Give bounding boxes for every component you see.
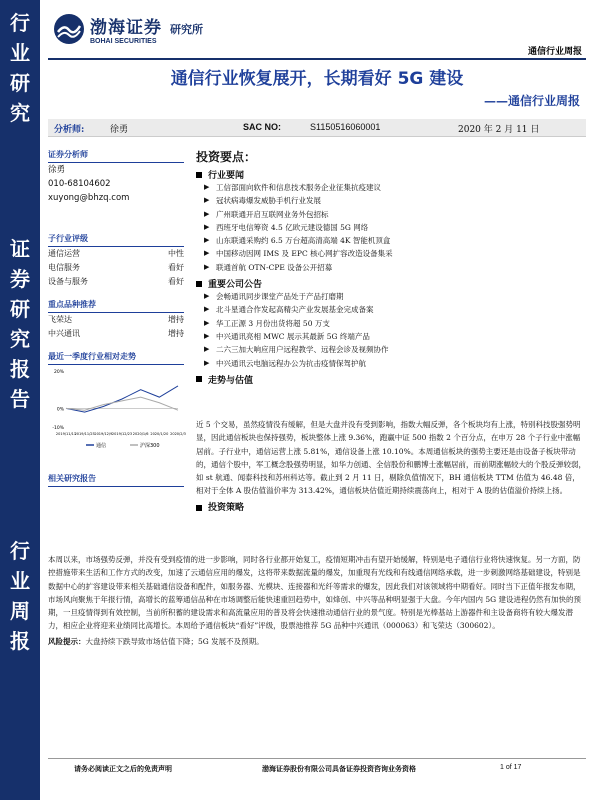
legend-label: 通信 xyxy=(96,443,107,449)
strategy-paragraph xyxy=(48,553,586,648)
band-char: 券 xyxy=(10,267,30,291)
triangle-bullet-icon: ▶ xyxy=(204,183,210,191)
news-item xyxy=(196,330,586,343)
rating-value: 中性 xyxy=(168,249,184,258)
news-item xyxy=(196,261,586,274)
news-text: 冠状病毒爆发威胁手机行业发展 xyxy=(216,196,321,206)
analyst-name: 徐勇 xyxy=(48,165,66,175)
trend-paragraph xyxy=(196,418,586,515)
triangle-bullet-icon: ▶ xyxy=(204,358,210,367)
industry-news-label: 行业要闻 xyxy=(208,171,245,181)
stock-rating: 增持 xyxy=(168,329,184,338)
chart-heading: 最近一季度行业相对走势 xyxy=(48,351,184,365)
x-tick-label: 2019/11/11 xyxy=(55,432,77,436)
header-divider xyxy=(48,58,586,60)
triangle-bullet-icon: ▶ xyxy=(204,196,210,205)
news-text: 中国移动因网 IMS 及 EPC 核心网扩容改造设备集采 xyxy=(216,249,393,259)
trend-text: 近 5 个交易，虽然疫情没有缓解，但是大盘并没有受到影响，指数大幅反弹，各个板块均有上涨，特别科技股强势明显，因此通信板块也保持强势，板块整体上涨 9.36%，跑赢中证 500 指数 2 个百分点，在申万 28 个子行业中涨幅居前。子行业中，通信运营上涨 5.81%，通信设备上涨 10.10%。本周通信板块的强势主要还是由设备子板块带动的，通信个股中，军工概念股强势明显，如华力创通、全信股份和鹏博士涨幅居前，而前期涨幅较大的个股反弹较弱，如 st 航通、闻泰科技和苏州科达等。截止到 2 月 11 日，剔除负值情况下，BH 通信板块 TTM 估值为 46.48 倍，相对于全体 A 股估值溢价率为 313.42%，通信板块估值近期持续震荡向上，相对于 A 股的估值溢价持续上扬。 xyxy=(196,420,586,496)
relative-trend-chart xyxy=(48,365,184,453)
rating-name: 设备与服务 xyxy=(48,277,88,286)
stock-rating: 增持 xyxy=(168,315,184,324)
strategy-text: 本周以来，市场强势反弹，并没有受到疫情的进一步影响，同时各行业都开始复工，疫情短期冲击有望开始缓解，特别是电子通信行业将快速恢复。另一方面，防控措施带来生活和工作方式的改变，加速了云通信应用的爆发，这将带来数据流量的爆发，加重现有光线和有线通信网络承载，进一步刺激网络基础建设，特别是数据中心的扩容建设带来相关基础通信设备和配件，如服务器、光模块、连接器和光纤等需求的爆发，因此我们对该领域将中期看好。同时当下正值年报发布期，市场风向聚焦于年报行情，高增长的蓝筹通信品种在市场调整后能快速重回趋势中，如烽创、中兴等品种明显强于大盘。今年内国内 5G 建设进程仍然有加快的预期，一旦疫情得到有效控制，当前所积蓄的建设需求和高流量应用的普及将会快速推动通信行业的景气度。特别是光棒基站上游器件和主设备商将有较大爆发潜力，相应企业将迎来业绩同比高增长。本周给予通信板块“看好”评级，股票池推荐 5G 品种中兴通讯（000063）和飞荣达（300602）。 xyxy=(48,555,582,631)
points-title: 投资要点： xyxy=(196,150,257,164)
news-item xyxy=(196,290,586,303)
logo xyxy=(52,12,203,46)
news-text: 工信部面向软件和信息技术服务企业征集抗疫建议 xyxy=(216,183,381,192)
legend-label: 沪深300 xyxy=(140,443,160,449)
news-text: 中兴通讯亮相 MWC 展示其最新 5G 终端产品 xyxy=(216,331,370,341)
news-item xyxy=(196,343,586,356)
analyst-phone: 010-68104602 xyxy=(48,179,111,189)
y-tick-label: 0% xyxy=(56,407,64,413)
stock-name: 中兴通讯 xyxy=(48,329,80,338)
footer-company: 渤海证券股份有限公司具备证券投资咨询业务资格 xyxy=(262,764,416,773)
square-bullet-icon xyxy=(196,376,202,382)
rating-name: 通信运营 xyxy=(48,249,80,258)
triangle-bullet-icon: ▶ xyxy=(204,331,210,340)
band-char: 研 xyxy=(10,71,30,95)
report-date: 2020 年 2 月 11 日 xyxy=(458,125,540,135)
y-tick-label: -10% xyxy=(52,426,64,431)
rating-row xyxy=(48,247,184,261)
band-char: 究 xyxy=(10,101,30,125)
triangle-bullet-icon: ▶ xyxy=(204,249,210,258)
industry-news-list xyxy=(196,181,586,274)
band-char: 行 xyxy=(10,11,30,35)
logo-cn: 渤海证券 xyxy=(90,18,162,38)
triangle-bullet-icon: ▶ xyxy=(204,222,210,231)
triangle-bullet-icon: ▶ xyxy=(204,305,210,314)
rating-heading: 子行业评级 xyxy=(48,233,184,247)
logo-en: BOHAI SECURITIES xyxy=(90,38,157,45)
footer-disclaimer: 请务必阅读正文之后的免责声明 xyxy=(74,764,172,773)
news-item xyxy=(196,357,586,370)
news-text: 中兴通讯云电脑远程办公为抗击疫情保驾护航 xyxy=(216,358,366,368)
company-news-heading xyxy=(196,277,586,290)
news-item xyxy=(196,208,586,221)
triangle-bullet-icon: ▶ xyxy=(204,318,210,327)
news-item xyxy=(196,194,586,207)
band-char: 周 xyxy=(10,599,30,623)
rating-name: 电信服务 xyxy=(48,263,80,272)
square-bullet-icon xyxy=(196,281,202,287)
news-text: 山东联通采购约 6.5 万台超高清高端 4K 智能机顶盒 xyxy=(216,236,391,246)
news-text: 华工正源 3 月份出货将超 50 万支 xyxy=(216,318,330,328)
sidebar xyxy=(48,145,184,487)
risk-label: 风险提示： xyxy=(48,636,86,646)
bohai-logo-icon xyxy=(52,12,86,46)
analyst-email[interactable]: xuyong@bhzq.com xyxy=(48,193,130,203)
report-type: 通信行业周报 xyxy=(527,47,582,57)
page-number: 1 of 17 xyxy=(500,764,522,771)
sac-label: SAC NO: xyxy=(243,122,281,132)
company-news-list xyxy=(196,290,586,370)
risk-text: 大盘持续下跌导致市场估值下降；5G 发展不及预期。 xyxy=(85,636,264,646)
stocks-heading: 重点品种推荐 xyxy=(48,299,184,313)
sac-number: S1150516060001 xyxy=(310,122,381,132)
industry-news-heading xyxy=(196,168,586,181)
band-char: 证 xyxy=(10,237,30,261)
analyst-label: 分析师: xyxy=(54,125,85,135)
x-tick-label: 2020/1/6 xyxy=(132,432,149,436)
news-text: 北斗星通合作发起高精尖产业发展基金完成备案 xyxy=(216,305,374,315)
trend-label: 走势与估值 xyxy=(208,375,254,386)
square-bullet-icon xyxy=(196,172,202,178)
stock-row xyxy=(48,313,184,327)
left-band xyxy=(0,0,40,800)
x-tick-label: 2019/11/25 xyxy=(74,432,95,436)
meta-bar xyxy=(48,119,586,137)
company-news-label: 重要公司公告 xyxy=(208,280,263,291)
news-text: 联通首航 OTN-CPE 设备公开招募 xyxy=(216,262,333,272)
news-text: 西班牙电信筹资 4.5 亿欧元建设德国 5G 网络 xyxy=(216,222,369,232)
triangle-bullet-icon: ▶ xyxy=(204,236,210,245)
band-char: 究 xyxy=(10,327,30,351)
analyst-name: 徐勇 xyxy=(110,125,129,135)
news-text: 会畅通讯同步课堂产品处于产品打磨期 xyxy=(216,292,344,302)
related-heading: 相关研究报告 xyxy=(48,473,184,487)
band-char: 业 xyxy=(10,569,30,593)
x-tick-label: 2019/12/23 xyxy=(111,432,133,436)
analyst-heading: 证券分析师 xyxy=(48,149,184,163)
y-tick-label: 20% xyxy=(53,370,64,375)
risk-line xyxy=(48,635,586,648)
stock-row xyxy=(48,327,184,341)
rating-row xyxy=(48,261,184,275)
x-tick-label: 2020/1/20 xyxy=(150,432,169,436)
rating-value: 看好 xyxy=(168,263,184,272)
band-char: 业 xyxy=(10,41,30,65)
news-item xyxy=(196,234,586,247)
footer-divider xyxy=(48,758,586,759)
strategy-heading xyxy=(196,502,586,515)
x-tick-label: 2019/12/9 xyxy=(94,432,113,436)
page-title: 通信行业恢复展开，长期看好 5G 建设 xyxy=(170,69,464,89)
investment-points xyxy=(196,148,586,386)
news-text: 广州联通开启互联网业务外包招标 xyxy=(216,209,329,219)
rating-row xyxy=(48,275,184,289)
band-char: 报 xyxy=(10,629,30,653)
triangle-bullet-icon: ▶ xyxy=(204,292,210,301)
triangle-bullet-icon: ▶ xyxy=(204,209,210,218)
news-text: 二六三加大响应用户远程教学、远程会诊及视频协作 xyxy=(216,345,389,355)
page-subtitle: ——通信行业周报 xyxy=(483,94,580,108)
band-char: 研 xyxy=(10,297,30,321)
rating-value: 看好 xyxy=(168,277,184,286)
x-tick-label: 2020/2/3 xyxy=(170,432,186,436)
square-bullet-icon xyxy=(196,505,202,511)
trend-heading xyxy=(196,373,586,386)
news-item xyxy=(196,221,586,234)
news-item xyxy=(196,303,586,316)
band-char: 报 xyxy=(10,357,30,381)
band-char: 行 xyxy=(10,539,30,563)
logo-institute: 研究所 xyxy=(170,23,203,36)
band-char: 告 xyxy=(10,387,30,411)
strategy-label: 投资策略 xyxy=(208,502,245,513)
news-item xyxy=(196,247,586,260)
news-item xyxy=(196,181,586,194)
news-item xyxy=(196,317,586,330)
stock-name: 飞荣达 xyxy=(48,315,72,324)
triangle-bullet-icon: ▶ xyxy=(204,262,210,271)
triangle-bullet-icon: ▶ xyxy=(204,345,210,354)
